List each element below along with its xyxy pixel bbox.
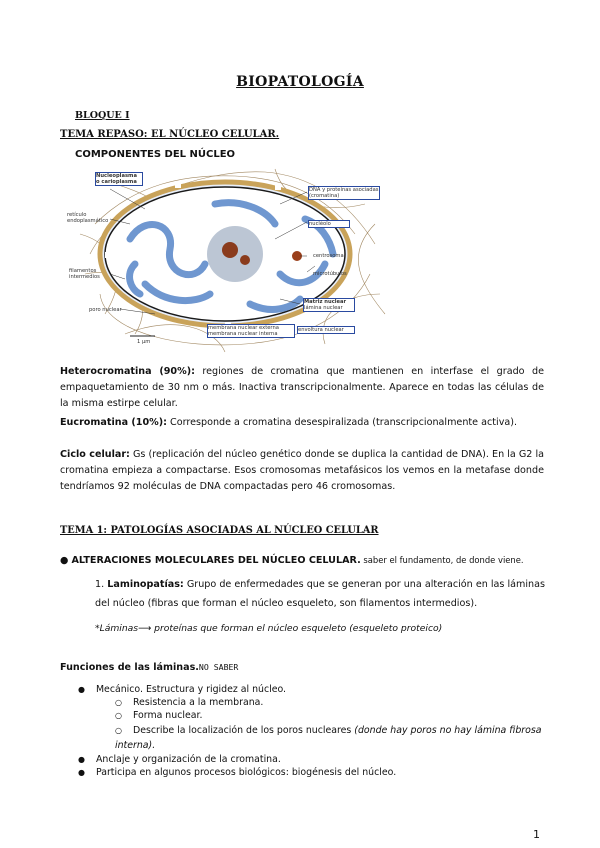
label-nucleoplasma: Nucleoplasma o carioplasma <box>95 172 143 186</box>
funciones-item-3-text: Participa en algunos procesos biológicos: biogénesis del núcleo. <box>95 767 397 778</box>
label-filamentos: filamentos intermedios <box>69 268 100 280</box>
label-microtubulos: microtúbulos <box>313 271 347 277</box>
funciones-subitem-1-text: Resistencia a la membrana. <box>132 697 264 708</box>
tema1-heading: TEMA 1: PATOLOGÍAS ASOCIADAS AL NÚCLEO CELULAR <box>60 525 379 536</box>
label-membranas <box>207 324 295 338</box>
label-lamina: lámina nuclear <box>304 305 343 311</box>
nucleus-diagram <box>67 164 395 354</box>
ciclo-term: Ciclo celular: <box>60 449 130 460</box>
laminopatias-term: Laminopatías: <box>107 579 184 590</box>
eucromatina-text: Corresponde a cromatina desespiralizada (transcripcionalmente activa). <box>166 417 518 428</box>
ciclo-text: Gs (replicación del núcleo genético donde se duplica la cantidad de DNA). En la G2 la cromatina empieza a compactarse. Esos cromosomas metafásicos los vemos en la metafase donde tendríamos 92 moléculas de DNA compactadas pero 46 cromosomas. <box>60 449 544 492</box>
funciones-item-2-text: Anclaje y organización de la cromatina. <box>95 754 281 765</box>
funciones-subitem-2-text: Forma nuclear. <box>132 710 203 721</box>
alteraciones-bullet: ● <box>60 555 69 566</box>
label-matriz-title: Matriz nuclear <box>304 299 347 305</box>
page-number: 1 <box>533 828 540 841</box>
bullet-3: ● <box>78 768 85 777</box>
funciones-item-2 <box>78 754 281 765</box>
subbullet-3: ○ <box>115 726 122 735</box>
label-centrosoma: centrosoma <box>313 253 344 259</box>
subbullet-2: ○ <box>115 711 122 720</box>
alteraciones-note: saber el fundamento, de donde viene. <box>360 555 524 565</box>
bullet-2: ● <box>78 755 85 764</box>
funciones-heading <box>60 662 238 673</box>
page-title: BIOPATOLOGÍA <box>236 74 364 90</box>
funciones-subitem-3 <box>115 723 545 753</box>
label-poro: poro nuclear <box>89 307 122 313</box>
label-envoltura: envoltura nuclear <box>297 326 355 334</box>
label-membrana-int: membrana nuclear interna <box>208 331 278 337</box>
label-matriz <box>303 298 355 312</box>
eucromatina-term: Eucromatina (10%): <box>60 417 167 428</box>
funciones-item-1-text: Mecánico. Estructura y rigidez al núcleo. <box>95 684 287 695</box>
laminas-note: *Láminas⟶ proteínas que forman el núcleo esqueleto (esqueleto proteico) <box>95 623 443 634</box>
bloque-heading: BLOQUE I <box>75 110 130 121</box>
funciones-subitem-1 <box>115 697 263 708</box>
label-reticulo: retículo endoplasmático <box>67 212 109 224</box>
no-saber-tag: NO SABER <box>198 662 239 672</box>
laminopatias-number: 1. <box>95 579 105 590</box>
heterocromatina-paragraph <box>60 364 544 412</box>
funciones-item-3 <box>78 767 396 778</box>
tema-repaso-heading: TEMA REPASO: EL NÚCLEO CELULAR. <box>60 129 280 140</box>
funciones-subitem-2 <box>115 710 202 721</box>
eucromatina-paragraph <box>60 415 544 431</box>
funciones-subitem-3-text: Describe la localización de los poros nucleares <box>132 725 352 736</box>
funciones-item-1 <box>78 684 286 695</box>
label-membrana-ext: membrana nuclear externa <box>208 325 279 331</box>
laminopatias-paragraph <box>95 575 545 613</box>
heterocromatina-term: Heterocromatina (90%): <box>60 366 195 377</box>
alteraciones-heading: ALTERACIONES MOLECULARES DEL NÚCLEO CELULAR. <box>71 555 361 566</box>
alteraciones-line <box>60 555 524 566</box>
label-scale: 1 µm <box>137 339 151 345</box>
bullet-1: ● <box>78 685 85 694</box>
funciones-title: Funciones de las láminas. <box>60 662 199 673</box>
label-dna: DNA y proteínas asociadas (cromatina) <box>309 187 379 199</box>
funciones-subitem-3-aside: (donde hay poros no hay lámina fibrosa interna). <box>115 725 542 751</box>
heterocromatina-text: regiones de cromatina que mantienen en interfase el grado de empaquetamiento de 30 nm o más. Inactiva transcripcionalmente. Aparece en todas las células de la misma estirpe celular. <box>60 366 544 409</box>
componentes-heading: COMPONENTES DEL NÚCLEO <box>75 149 236 160</box>
ciclo-paragraph <box>60 447 544 495</box>
subbullet-1: ○ <box>115 698 122 707</box>
label-nucleolo: nucléolo <box>308 220 350 228</box>
laminopatias-text: Grupo de enfermedades que se generan por una alteración en las láminas del núcleo (fibras que forman el núcleo esqueleto, son filamentos intermedios). <box>95 579 545 609</box>
